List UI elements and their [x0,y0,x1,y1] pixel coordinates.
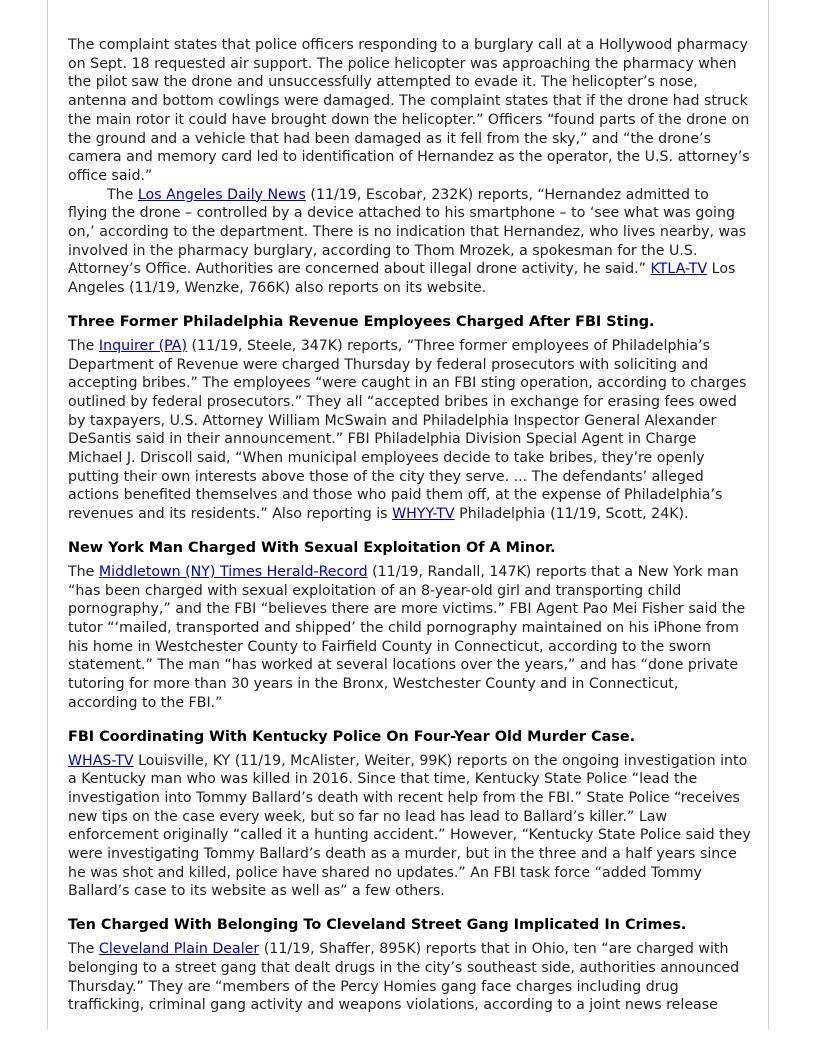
link-times-herald-record[interactable]: Middletown (NY) Times Herald-Record [98,563,368,580]
link-los-angeles-daily-news[interactable]: Los Angeles Daily News [137,186,306,203]
headline-kentucky: FBI Coordinating With Kentucky Police On Four-Year Old Murder Case. [68,728,636,745]
article-pre: The [68,337,99,354]
headline-cleveland: Ten Charged With Belonging To Cleveland Street Gang Implicated In Crimes. [68,917,687,934]
article-body: (11/19, Randall, 147K) reports that a New York man “has been charged with sexual exploitation of an 8-year-old girl and transporting child pornography,” and the FBI “believes there are more victims.” FBI Agent Pao Mei Fisher said the tutor “‘mailed, transported and shipped’ the child pornography maintained on his iPhone from his home in Westchester County to Fairfield County in Connecticut, according to the sworn statement.” The man “has worked at several locations over the years,” and has “done private tutoring for more than 30 years in the Bronx, Westchester County and in Connecticut, according to the FBI.” [68,563,746,711]
intro-p2-text: (11/19, Escobar, 232K) reports, “Hernandez admitted to flying the drone – controlled by a device attached to his smartphone – to ‘see what was going on,’ according to the department. There is no indication that Hernandez, who lives nearby, was involved in the pharmacy burglary, according to Thom Mrozek, a spokesman for the U.S. Attorney’s Office. Authorities are concerned about illegal drone activity, he said.” [68,186,747,278]
left-margin-rule [47,0,48,1030]
link-inquirer[interactable]: Inquirer (PA) [98,337,188,354]
link-ktla-tv[interactable]: KTLA-TV [650,261,708,278]
article-post: Philadelphia (11/19, Scott, 24K). [454,506,689,523]
intro-p2-post: Los Angeles (11/19, Wenzke, 766K) also reports on its website. [68,261,736,297]
link-whas-tv[interactable]: WHAS-TV [68,752,134,769]
link-whyy-tv[interactable]: WHYY-TV [392,506,455,523]
link-cleveland-plain-dealer[interactable]: Cleveland Plain Dealer [98,941,260,958]
intro-paragraph-2 [68,186,752,298]
article-cleveland [68,940,752,1015]
article-philadelphia [68,337,752,524]
article-body: Louisville, KY (11/19, McAlister, Weiter, 99K) reports on the ongoing investigation into a Kentucky man who was killed in 2016. Since that time, Kentucky State Police “lead the investigation into Tommy Ballard’s death with recent help from the FBI.” State Police “receives new tips on the case every week, but so far no lead has lead to Ballard’s killer.” Law enforcement originally “called it a hunting accident.” However, “Kentucky State Police said they were investigating Tommy Ballard’s death as a murder, but in the three and a half years since he was shot and killed, police have shared no updates.” An FBI task force “added Tommy Ballard’s case to its website as well as” a few others. [68,752,751,900]
article-body: (11/19, Steele, 347K) reports, “Three former employees of Philadelphia’s Department of Revenue were charged Thursday by federal prosecutors with soliciting and accepting bribes.” The employees “were caught in an FBI sting operation, according to charges outlined by federal prosecutors.” They all “accepted bribes in exchange for erasing fees owed by taxpayers, U.S. Attorney William McSwain and Philadelphia Inspector General Alexander DeSantis said in their announcement.” FBI Philadelphia Division Special Agent in Charge Michael J. Driscoll said, “When municipal employees decide to take bribes, they’re openly putting their own interests above those of the city they serve. ... The defendants’ alleged actions benefited themselves and those who paid them off, at the expense of Philadelphia’s revenues and its residents.” Also reporting is [68,337,747,523]
right-margin-rule [768,0,769,1030]
headline-philadelphia: Three Former Philadelphia Revenue Employees Charged After FBI Sting. [68,313,655,330]
headline-new-york: New York Man Charged With Sexual Exploitation Of A Minor. [68,539,556,556]
article-pre: The [68,941,99,958]
intro-paragraph-1: The complaint states that police officers responding to a burglary call at a Hollywood pharmacy on Sept. 18 requested air support. The police helicopter was approaching the pharmacy when the pilot saw the drone and unsuccessfully attempted to evade it. The helicopter’s nose, antenna and bottom cowlings were damaged. The complaint states that if the drone had struck the main rotor it could have brought down the helicopter.” Officers “found parts of the drone on the ground and a vehicle that had been damaged as it fell from the sky,” and “the drone’s camera and memory card led to identification of Hernandez as the operator, the U.S. attorney’s office said.” [68,37,750,184]
article-new-york [68,563,752,713]
article-body: (11/19, Shaffer, 895K) reports that in Ohio, ten “are charged with belonging to a street gang that dealt drugs in the city’s southeast side, authorities announced Thursday.” They are “members of the Percy Homies gang face charges including drug trafficking, criminal gang activity and weapons violations, according to a joint news release [68,941,740,1014]
article-kentucky [68,752,752,902]
intro-p2-pre: The [107,186,138,203]
article-pre: The [68,563,99,580]
document-page [68,36,752,1015]
